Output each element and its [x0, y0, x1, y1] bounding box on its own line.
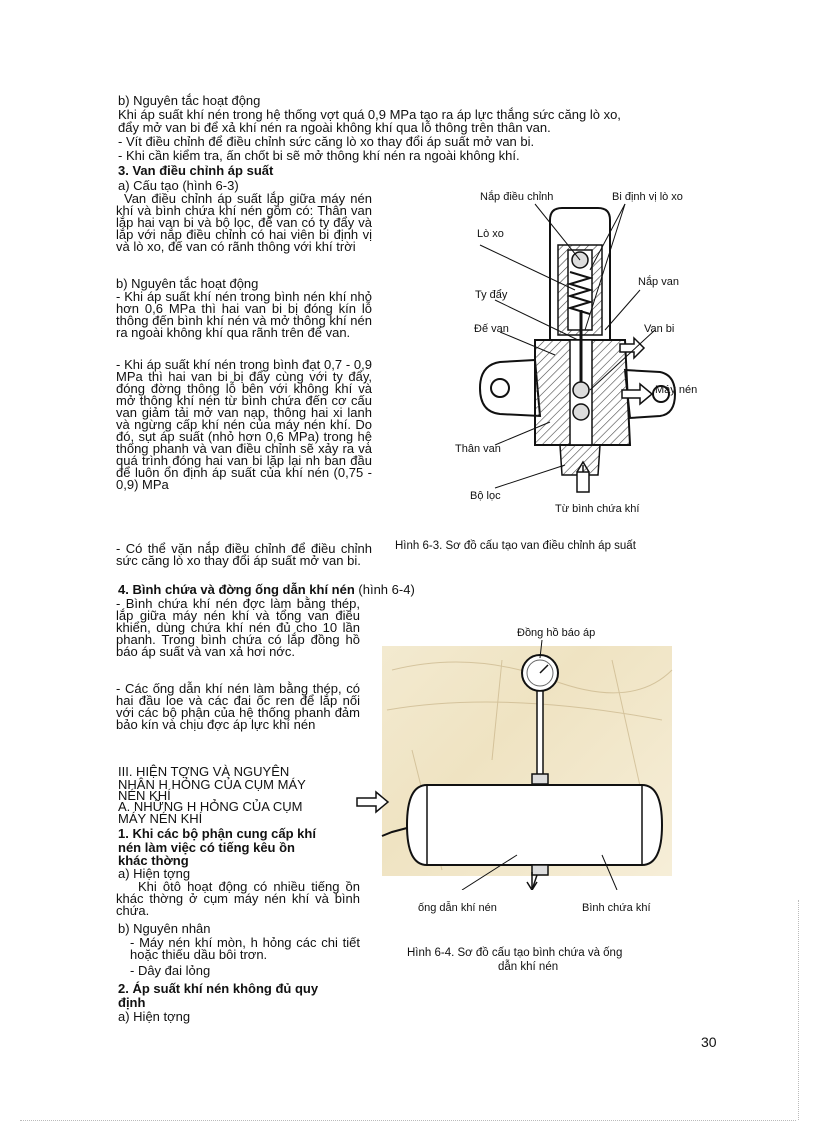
- item-2-heading: [118, 983, 318, 995]
- item-1-heading: khác thờng: [118, 853, 189, 868]
- label-dong-ho-bao-ap: Đồng hồ báo áp: [517, 627, 596, 639]
- s3-a-text: Van điều chỉnh áp suất lắp giữa máy nén khí và bình chứa khí nén gồm có: Thân van lắp hai van bi và bộ lọc, đế van có ty đẩy và lắp với nắp điều chỉnh có hai viên bi định vị và lò xo, đế van có rãnh thông với khí trời: [116, 191, 372, 254]
- label-bo-loc: Bộ lọc: [470, 490, 501, 502]
- label-van-bi: Van bi: [644, 323, 675, 335]
- label-binh-chua-khi: Bình chứa khí: [582, 902, 651, 914]
- item-1-a-heading: a) Hiện tợng: [118, 866, 191, 881]
- top-line: đẩy mở van bi để xả khí nén ra ngoài không khí qua lỗ thông trên thân van.: [118, 120, 551, 135]
- top-line: - Khi cần kiểm tra, ấn chốt bi sẽ mở thông khí nén ra ngoài không khí.: [118, 148, 520, 163]
- label-de-van: Đế van: [474, 323, 509, 335]
- top-subheading: b) Nguyên tắc hoạt động: [118, 93, 261, 108]
- s4-p2: - Các ống dẫn khí nén làm bằng thép, có hai đầu loe và các đai ốc ren để lắp nối với các bộ phận của hệ thống phanh đảm bảo kín và chịu đợc áp lực khí nén: [116, 681, 360, 732]
- s3-b-heading: b) Nguyên tắc hoạt động: [116, 276, 259, 291]
- item-2-number: 2.: [118, 981, 129, 996]
- page-number: 30: [701, 1034, 717, 1050]
- section-iii-line: NHÂN H HỎNG CỦA CỤM MÁY: [118, 777, 306, 792]
- footer-divider: [20, 1120, 796, 1121]
- figure-6-4-caption-line1: Hình 6-4. Sơ đồ cấu tạo bình chứa và ống: [407, 947, 623, 959]
- label-ong-dan-khi-nen: ống dẫn khí nén: [418, 902, 497, 914]
- s3-b2: - Khi áp suất khí nén trong bình đạt 0,7 - 0,9 MPa thì hai van bi bị đẩy cùng với ty đẩy, đóng đờng thông lỗ bên với không khí và mở thông khí nén từ bình chứa đến cơ cấu van giảm tải mở van nạp, thông hai xi lanh và ngừng cấp khí nén của máy nén khí. Do đó, sụt áp suất (nhỏ hơn 0,6 MPa) trong hệ thống phanh và van điều chỉnh sẽ xảy ra và quá trình đóng hai van bi lặp lại nh ban đầu để luôn ổn định áp suất của khí nén (0,75 - 0,9) MPa: [116, 357, 372, 492]
- subsection-a-line: A. NHỮNG H HỎNG CỦA CỤM: [118, 799, 303, 814]
- label-than-van: Thân van: [455, 443, 501, 455]
- figure-6-3-caption: Hình 6-3. Sơ đồ cấu tạo van điều chỉnh áp suất: [395, 540, 636, 552]
- section-iii-line: NÉN KHÍ: [118, 788, 171, 803]
- item-1-heading: 1. Khi các bộ phận cung cấp khí: [118, 826, 316, 841]
- item-2-heading: định: [118, 995, 146, 1010]
- section-iii-line: III. HIỆN TỢNG VÀ NGUYÊN: [118, 764, 290, 779]
- item-1-b-heading: b) Nguyên nhân: [118, 921, 211, 936]
- s3-b1: - Khi áp suất khí nén trong bình nén khí nhỏ hơn 0,6 MPa thì hai van bi bị đóng kín lỗ thông đến bình khí nén và mở thông khí nén ra ngoài không khí qua rãnh trên đế van.: [116, 289, 372, 340]
- s4-p1: - Bình chứa khí nén đợc làm bằng thép, lắp giữa máy nén khí và tổng van điều khiển, dùng chứa khí nén đủ cho 10 lần phanh. Trong bình chứa có lắp đồng hồ báo áp suất và van xả hơi nớc.: [116, 596, 360, 659]
- section-4-title: 4. Bình chứa và đờng ống dẫn khí nén: [118, 582, 355, 597]
- item-1-b-text: - Máy nén khí mòn, h hỏng các chi tiết hoặc thiếu dầu bôi trơn.: [130, 935, 360, 962]
- top-line: - Vít điều chỉnh để điều chỉnh sức căng lò xo thay đổi áp suất mở van bi.: [118, 134, 535, 149]
- section-4-heading: [118, 584, 415, 596]
- figure-6-4-caption-line2: dẫn khí nén: [498, 961, 559, 973]
- label-tu-binh-chua-khi: Từ bình chứa khí: [555, 503, 640, 515]
- label-nap-van: Nắp van: [638, 276, 679, 288]
- item-1-b-text2: - Dây đai lỏng: [130, 963, 211, 978]
- item-2-title: Áp suất khí nén không đủ quy: [128, 981, 319, 996]
- section-3-heading: 3. Van điều chỉnh áp suất: [118, 163, 274, 178]
- s3-b3: - Có thể vặn nắp điều chỉnh để điều chỉnh sức căng lò xo thay đổi áp suất mở van bi.: [116, 541, 372, 568]
- label-may-nen: Máy nén: [655, 384, 698, 396]
- label-nap-dieu-chinh: Nắp điều chỉnh: [480, 191, 554, 203]
- item-2-a-heading: a) Hiện tợng: [118, 1009, 191, 1024]
- subsection-a-line: MÁY NÉN KHÍ: [118, 811, 203, 826]
- item-1-a-text: Khi ôtô hoạt động có nhiều tiếng ồn khác thờng ở cụm máy nén khí và bình chứa.: [116, 879, 360, 918]
- section-4-ref: (hình 6-4): [354, 582, 415, 597]
- label-bi-dinh-vi: Bi định vị lò xo: [612, 191, 683, 203]
- side-divider: [798, 900, 799, 1120]
- valve-diagram-figure: [440, 190, 730, 530]
- item-1-heading: nén làm việc có tiếng kêu ồn: [118, 840, 295, 855]
- tank-diagram-figure: [352, 640, 682, 890]
- label-ty-day: Ty đẩy: [475, 289, 508, 301]
- top-line: Khi áp suất khí nén trong hệ thống vợt quá 0,9 MPa tạo ra áp lực thắng sức căng lò xo,: [118, 107, 621, 122]
- label-lo-xo: Lò xo: [477, 228, 504, 240]
- s3-a-heading: a) Cấu tạo (hình 6-3): [118, 178, 239, 193]
